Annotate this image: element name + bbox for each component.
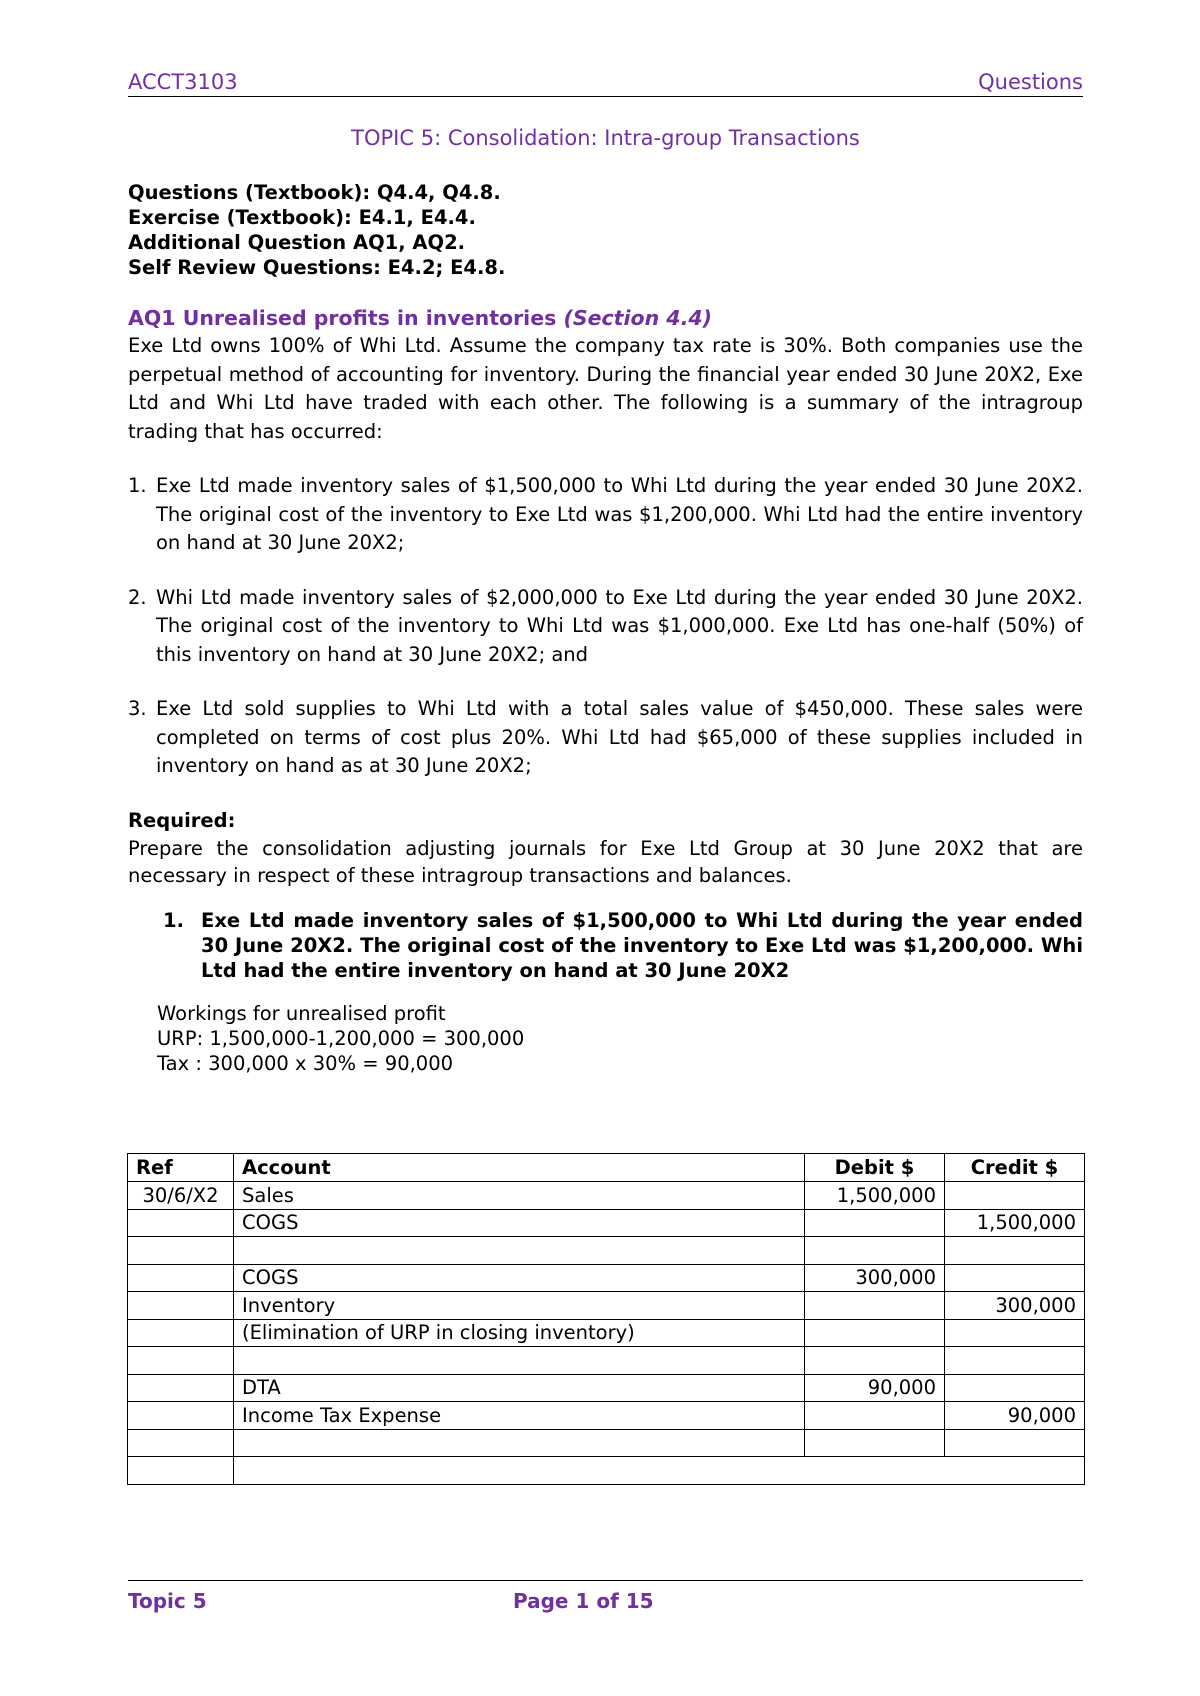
document-body	[128, 126, 1083, 1076]
cell-credit: 1,500,000	[945, 1209, 1085, 1237]
aq1-transaction-list	[128, 472, 1083, 781]
cell-account: Inventory	[234, 1292, 805, 1320]
list-item	[128, 695, 1083, 781]
list-item-number: 3.	[128, 697, 147, 720]
header-section-label: Questions	[978, 70, 1083, 94]
cell-ref	[128, 1429, 234, 1457]
cell-account: Income Tax Expense	[234, 1402, 805, 1430]
aq1-section-ref: (Section 4.4)	[563, 306, 712, 330]
answer-1-text: Exe Ltd made inventory sales of $1,500,000 to Whi Ltd during the year ended 30 June 20X2. The original cost of the inventory to Exe Ltd was $1,200,000. Whi Ltd had the entire inventory on hand at 30 June 20X2	[201, 908, 1083, 982]
ref-exercise: Exercise (Textbook): E4.1, E4.4.	[128, 206, 476, 229]
cell-account: COGS	[234, 1264, 805, 1292]
table-row	[128, 1209, 1085, 1237]
journal-table	[127, 1153, 1085, 1485]
workings-urp: URP: 1,500,000-1,200,000 = 300,000	[157, 1026, 525, 1050]
cell-credit	[945, 1182, 1085, 1210]
cell-ref	[128, 1209, 234, 1237]
table-row	[128, 1374, 1085, 1402]
required-text: Prepare the consolidation adjusting journals for Exe Ltd Group at 30 June 20X2 that are necessary in respect of these intragroup transactions and balances.	[128, 836, 1083, 887]
cell-credit	[945, 1237, 1085, 1265]
footer-topic: Topic 5	[128, 1589, 207, 1613]
table-row	[128, 1292, 1085, 1320]
cell-ref	[128, 1457, 234, 1485]
page-header	[128, 70, 1083, 97]
cell-account: (Elimination of URP in closing inventory)	[234, 1319, 805, 1347]
cell-account	[234, 1347, 805, 1375]
cell-ref	[128, 1237, 234, 1265]
list-item-number: 1.	[128, 474, 147, 497]
table-row	[128, 1347, 1085, 1375]
cell-ref: 30/6/X2	[128, 1182, 234, 1210]
cell-debit: 90,000	[805, 1374, 945, 1402]
list-item-text: Exe Ltd made inventory sales of $1,500,000 to Whi Ltd during the year ended 30 June 20X2. The original cost of the inventory to Exe Ltd was $1,200,000. Whi Ltd had the entire inventory on hand at 30 June 20X2;	[156, 474, 1083, 554]
cell-credit: 90,000	[945, 1402, 1085, 1430]
workings-tax: Tax : 300,000 x 30% = 90,000	[157, 1051, 454, 1075]
aq1-title: AQ1 Unrealised profits in inventories	[128, 306, 557, 330]
cell-ref	[128, 1264, 234, 1292]
cell-credit	[945, 1264, 1085, 1292]
aq1-intro: Exe Ltd owns 100% of Whi Ltd. Assume the company tax rate is 30%. Both companies use the perpetual method of accounting for inventory. During the financial year ended 30 June 20X2, Exe Ltd and Whi Ltd have traded with each other. The following is a summary of the intragroup trading that has occurred:	[128, 334, 1083, 443]
list-item	[128, 584, 1083, 670]
cell-debit	[805, 1209, 945, 1237]
column-header-account: Account	[234, 1154, 805, 1182]
cell-debit: 1,500,000	[805, 1182, 945, 1210]
cell-ref	[128, 1347, 234, 1375]
cell-credit: 300,000	[945, 1292, 1085, 1320]
answer-1-heading	[128, 908, 1083, 983]
cell-account: COGS	[234, 1209, 805, 1237]
column-header-debit: Debit $	[805, 1154, 945, 1182]
column-header-ref: Ref	[128, 1154, 234, 1182]
workings-block	[128, 1001, 1083, 1076]
cell-credit	[945, 1374, 1085, 1402]
cell-credit	[945, 1347, 1085, 1375]
column-header-credit: Credit $	[945, 1154, 1085, 1182]
ref-questions: Questions (Textbook): Q4.4, Q4.8.	[128, 181, 501, 204]
cell-ref	[128, 1319, 234, 1347]
table-row	[128, 1402, 1085, 1430]
required-label: Required:	[128, 808, 236, 832]
course-code: ACCT3103	[128, 70, 238, 94]
cell-debit	[805, 1237, 945, 1265]
cell-account	[234, 1429, 805, 1457]
reading-references	[128, 180, 1083, 280]
ref-additional: Additional Question AQ1, AQ2.	[128, 231, 466, 254]
cell-debit	[805, 1347, 945, 1375]
cell-debit	[805, 1292, 945, 1320]
cell-debit	[805, 1402, 945, 1430]
ref-self-review: Self Review Questions: E4.2; E4.8.	[128, 256, 506, 279]
list-item-number: 2.	[128, 585, 147, 609]
list-item	[128, 472, 1083, 558]
aq1-heading	[128, 304, 1083, 332]
cell-account: Sales	[234, 1182, 805, 1210]
list-item-text: Exe Ltd sold supplies to Whi Ltd with a total sales value of $450,000. These sales were completed on terms of cost plus 20%. Whi Ltd had $65,000 of these supplies included in inventory on hand as at 30 June 20X2;	[156, 697, 1083, 777]
list-item-text: Whi Ltd made inventory sales of $2,000,000 to Exe Ltd during the year ended 30 June 20X2. The original cost of the inventory to Whi Ltd was $1,000,000. Exe Ltd has one-half (50%) of this inventory on hand at 30 June 20X2; and	[156, 585, 1083, 666]
table-row	[128, 1457, 1085, 1485]
cell-debit	[805, 1429, 945, 1457]
table-row	[128, 1237, 1085, 1265]
cell-debit: 300,000	[805, 1264, 945, 1292]
journal-header-row	[128, 1154, 1085, 1182]
cell-account: DTA	[234, 1374, 805, 1402]
cell-ref	[128, 1374, 234, 1402]
table-row	[128, 1182, 1085, 1210]
table-row	[128, 1264, 1085, 1292]
cell-ref	[128, 1402, 234, 1430]
cell-account	[234, 1237, 805, 1265]
cell-debit	[805, 1319, 945, 1347]
page-footer	[128, 1580, 1083, 1611]
cell-ref	[128, 1292, 234, 1320]
cell-credit	[945, 1319, 1085, 1347]
cell-account	[234, 1457, 1085, 1485]
table-row	[128, 1319, 1085, 1347]
cell-credit	[945, 1429, 1085, 1457]
page-number: Page 1 of 15	[513, 1589, 654, 1613]
answer-1-number: 1.	[163, 908, 184, 932]
page-title: TOPIC 5: Consolidation: Intra-group Transactions	[351, 126, 860, 150]
table-row	[128, 1429, 1085, 1457]
workings-title: Workings for unrealised profit	[157, 1001, 446, 1025]
